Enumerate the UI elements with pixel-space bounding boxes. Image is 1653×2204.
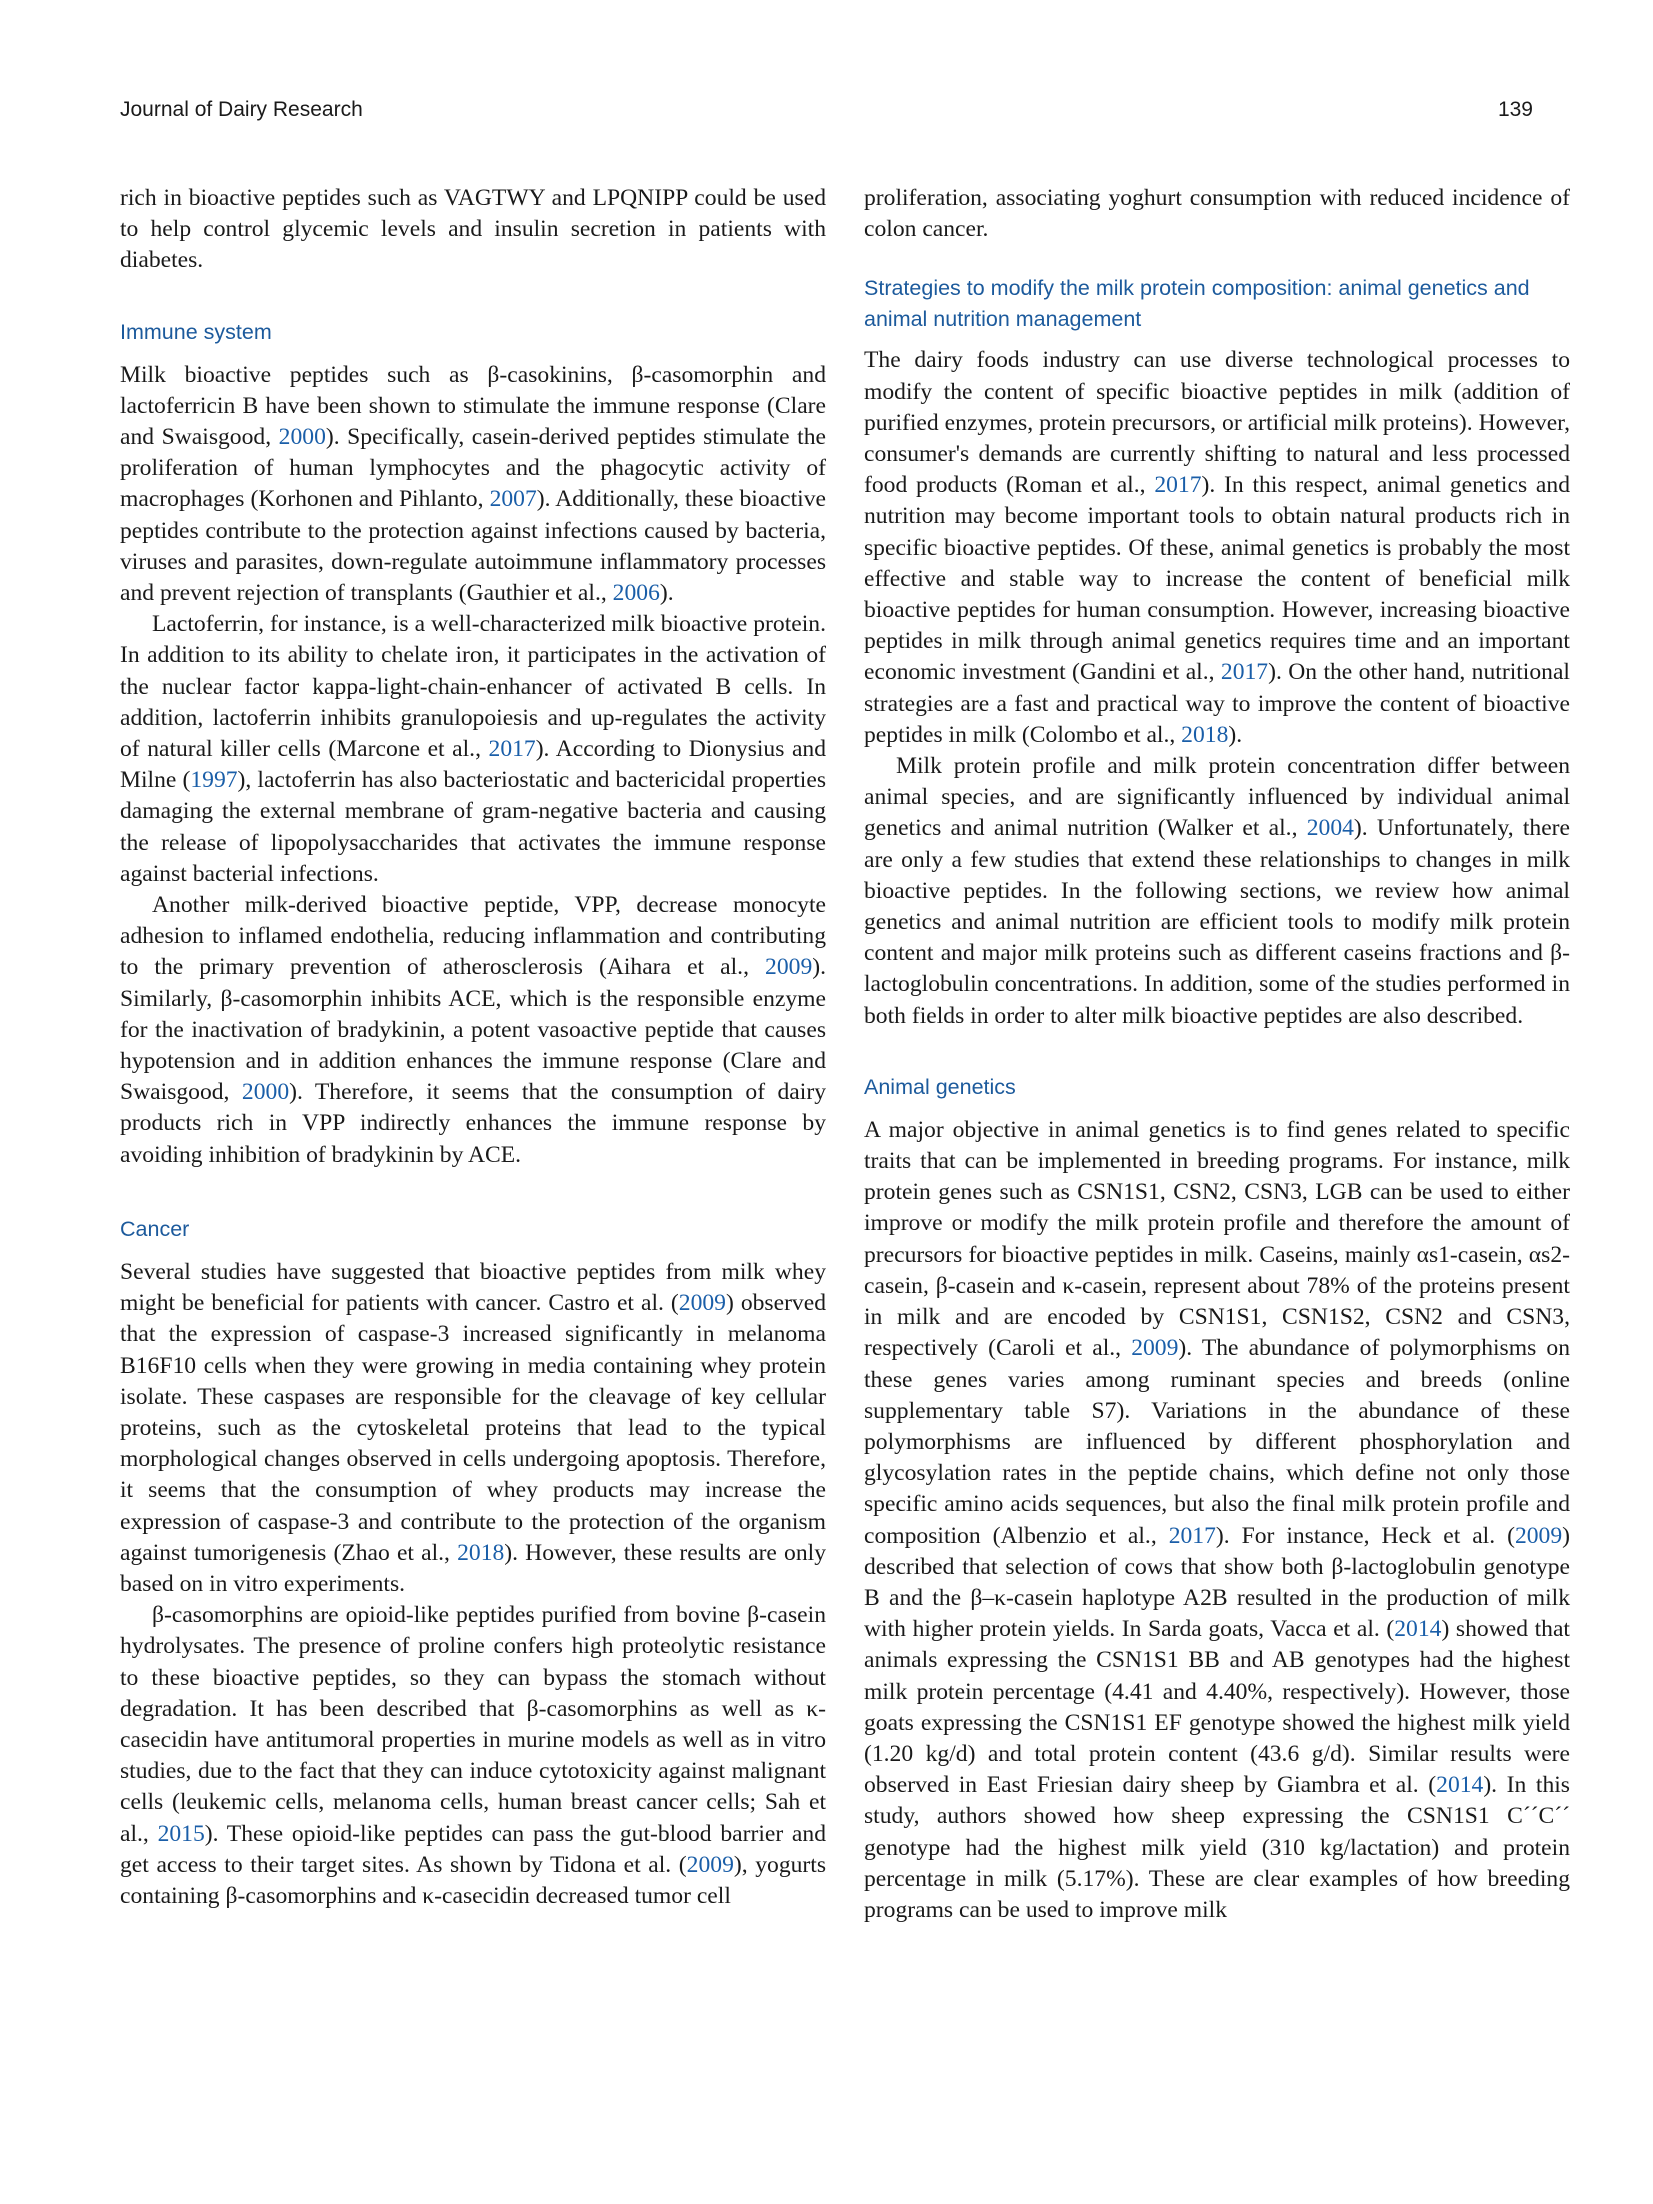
citation-link[interactable]: 2018 xyxy=(1181,721,1229,748)
text-run: ). These opioid-like peptides can pass the gut-blood barrier and get access to their target sites. As shown by Tidona et al. ( xyxy=(120,1820,826,1878)
text-run: ). The abundance of polymorphisms on these genes varies among ruminant species and breeds (online supplementary table S7). Variations in the abundance of these polymorphisms are influenced by different phosphorylation and glycosylation rates in the peptide chains, which define not only those specific amino acids sequences, but also the final milk protein profile and composition (Albenzio et al., xyxy=(864,1335,1570,1549)
paragraph xyxy=(120,1600,826,1912)
citation-link[interactable]: 2009 xyxy=(686,1851,734,1878)
citation-link[interactable]: 2017 xyxy=(488,736,536,763)
text-run: Lactoferrin, for instance, is a well-characterized milk bioactive protein. In addition to its ability to chelate iron, it participates in the activation of the nuclear factor kappa-light-chain-enhancer of activated B cells. In addition, lactoferrin inhibits granulopoiesis and up-regulates the activity of natural killer cells (Marcone et al., xyxy=(120,611,826,763)
text-run: Another milk-derived bioactive peptide, VPP, decrease monocyte adhesion to inflamed endothelia, reducing inflammation and contributing to the primary prevention of atherosclerosis (Aihara et al., xyxy=(120,892,826,981)
text-run: ). Unfortunately, there are only a few studies that extend these relationships to changes in milk bioactive peptides. In the following sections, we review how animal genetics and animal nutrition are efficient tools to modify milk protein content and major milk proteins such as different caseins fractions and β-lactoglobulin concentrations. In addition, some of the studies performed in both fields in order to alter milk bioactive peptides are also described. xyxy=(864,815,1570,1029)
citation-link[interactable]: 2000 xyxy=(278,424,326,451)
text-run: ). Similarly, β-casomorphin inhibits ACE, which is the responsible enzyme for the inactivation of bradykinin, a potent vasoactive peptide that causes hypotension and in addition enhances the immune response (Clare and Swaisgood, xyxy=(120,954,826,1106)
citation-link[interactable]: 2000 xyxy=(241,1079,290,1106)
text-run: Milk bioactive peptides such as β-casokinins, β-casomorphin and lactoferricin B have been shown to stimulate the immune response (Clare and Swaisgood, xyxy=(120,361,826,451)
paragraph xyxy=(864,345,1570,751)
text-run: ) showed that animals expressing the CSN1S1 BB and AB genotypes had the highest milk protein percentage (4.41 and 4.40%, respectively). However, those goats expressing the CSN1S1 EF genotype showed the highest milk yield (1.20 kg/d) and total protein content (43.6 g/d). Similar results were observed in East Friesian dairy sheep by Giambra et al. ( xyxy=(864,1616,1570,1799)
section-heading-cancer: Cancer xyxy=(120,1216,190,1241)
text-run: ). Therefore, it seems that the consumption of dairy products rich in VPP indirectly enhances the immune response by avoiding inhibition of bradykinin by ACE. xyxy=(120,1079,826,1168)
citation-link[interactable]: 2009 xyxy=(1131,1335,1179,1362)
section-heading-strategies: Strategies to modify the milk protein composition: animal genetics and animal nutrition management xyxy=(864,276,1530,332)
text-run: ), lactoferrin has also bacteriostatic and bactericidal properties damaging the external membrane of gram-negative bacteria and causing the release of lipopolysaccharides that activates the immune response against bacterial infections. xyxy=(120,767,827,887)
paragraph xyxy=(120,360,826,610)
text-run: ) described that selection of cows that show both β-lactoglobulin genotype B and the β–κ-casein haplotype A2B resulted in the production of milk with higher protein yields. In Sarda goats, Vacca et al. ( xyxy=(864,1522,1570,1643)
citation-link[interactable]: 2017 xyxy=(1168,1522,1216,1549)
paragraph xyxy=(864,1115,1570,1926)
citation-link[interactable]: 2007 xyxy=(489,486,537,513)
citation-link[interactable]: 2017 xyxy=(1154,472,1202,499)
text-run: ). On the other hand, nutritional strategies are a fast and practical way to improve the content of bioactive peptides in milk (Colombo et al., xyxy=(864,659,1570,748)
text-run: Milk protein profile and milk protein concentration differ between animal species, and are significantly influenced by individual animal genetics and animal nutrition (Walker et al., xyxy=(864,753,1570,842)
paragraph xyxy=(864,183,1570,245)
citation-link[interactable]: 2009 xyxy=(678,1290,726,1317)
paragraph xyxy=(120,183,826,277)
journal-title: Journal of Dairy Research xyxy=(120,98,363,121)
citation-link[interactable]: 2017 xyxy=(1220,659,1269,686)
text-run: ). xyxy=(1228,721,1243,748)
citation-link[interactable]: 1997 xyxy=(190,767,238,794)
text-run: ). Specifically, casein-derived peptides stimulate the proliferation of human lymphocytes and the phagocytic activity of macrophages (Korhonen and Pihlanto, xyxy=(120,424,827,513)
text-run: Several studies have suggested that bioactive peptides from milk whey might be beneficial for patients with cancer. Castro et al. ( xyxy=(120,1258,826,1317)
paragraph xyxy=(120,609,826,890)
text-run: proliferation, associating yoghurt consumption with reduced incidence of colon cancer. xyxy=(864,185,1570,243)
left-column xyxy=(120,183,826,1912)
text-run: ). In this study, authors showed how sheep expressing the CSN1S1 C´´C´´ genotype had the highest milk yield (310 kg/lactation) and protein percentage in milk (5.17%). These are clear examples of how breeding programs can be used to improve milk xyxy=(864,1772,1570,1923)
text-run: ). xyxy=(659,580,674,607)
citation-link[interactable]: 2014 xyxy=(1394,1616,1442,1643)
text-run: rich in bioactive peptides such as VAGTWY and LPQNIPP could be used to help control glycemic levels and insulin secretion in patients with diabetes. xyxy=(120,185,826,274)
text-run: ). However, these results are only based on in vitro experiments. xyxy=(120,1539,826,1597)
text-run: ). According to Dionysius and Milne ( xyxy=(120,736,827,794)
citation-link[interactable]: 2004 xyxy=(1306,815,1354,842)
section-heading-immune-system: Immune system xyxy=(120,319,272,344)
right-column xyxy=(864,183,1570,1926)
text-run: The dairy foods industry can use diverse technological processes to modify the content of specific bioactive peptides in milk (addition of purified enzymes, protein precursors, or artificial milk proteins). However, consumer's demands are currently shifting to natural and less processed food products (Roman et al., xyxy=(864,347,1570,499)
citation-link[interactable]: 2018 xyxy=(457,1539,505,1566)
text-run: ) observed that the expression of caspase-3 increased significantly in melanoma B16F10 cells when they were growing in media containing whey protein isolate. These caspases are responsible for the cleavage of key cellular proteins, such as the cytoskeletal proteins that lead to the typical morphological changes observed in cells undergoing apoptosis. Therefore, it seems that the consumption of whey products may increase the expression of caspase-3 and contribute to the protection of the organism against tumorigenesis (Zhao et al., xyxy=(120,1290,827,1566)
page-number: 139 xyxy=(1497,98,1533,121)
running-head xyxy=(120,98,1533,128)
paragraph xyxy=(864,751,1570,1032)
citation-link[interactable]: 2006 xyxy=(612,580,660,607)
text-run: β-casomorphins are opioid-like peptides purified from bovine β-casein hydrolysates. The presence of proline confers high proteolytic resistance to these bioactive peptides, so they can bypass the stomach without degradation. It has been described that β-casomorphins as well as κ-casecidin have antitumoral properties in murine models as well as in vitro studies, due to the fact that they can induce cytotoxicity against malignant cells (leukemic cells, melanoma cells, human breast cancer cells; Sah et al., xyxy=(120,1602,826,1847)
text-run: A major objective in animal genetics is to find genes related to specific traits that can be implemented in breeding programs. For instance, milk protein genes such as CSN1S1, CSN2, CSN3, LGB can be used to either improve or modify the milk protein profile and therefore the amount of precursors for bioactive peptides in milk. Caseins, mainly αs1-casein, αs2-casein, β-casein and κ-casein, represent about 78% of the proteins present in milk and are encoded by CSN1S1, CSN1S2, CSN2 and CSN3, respectively (Caroli et al., xyxy=(864,1116,1570,1362)
text-run: ), yogurts containing β-casomorphins and κ-casecidin decreased tumor cell xyxy=(120,1851,827,1909)
text-run: ). In this respect, animal genetics and nutrition may become important tools to obtain natural products rich in specific bioactive peptides. Of these, animal genetics is probably the most effective and stable way to increase the content of beneficial milk bioactive peptides for human consumption. However, increasing bioactive peptides in milk through animal genetics requires time and an important economic investment (Gandini et al., xyxy=(864,472,1570,686)
citation-link[interactable]: 2014 xyxy=(1436,1772,1484,1799)
citation-link[interactable]: 2015 xyxy=(157,1820,205,1847)
text-run: ). For instance, Heck et al. ( xyxy=(1215,1522,1515,1549)
paragraph xyxy=(120,1257,826,1600)
citation-link[interactable]: 2009 xyxy=(765,954,813,981)
section-heading-animal-genetics: Animal genetics xyxy=(864,1074,1016,1099)
text-run: ). Additionally, these bioactive peptides contribute to the protection against infections caused by bacteria, viruses and parasites, down-regulate autoimmune inflammatory processes and prevent rejection of transplants (Gauthier et al., xyxy=(120,486,826,607)
citation-link[interactable]: 2009 xyxy=(1514,1522,1563,1549)
paragraph xyxy=(120,890,826,1171)
